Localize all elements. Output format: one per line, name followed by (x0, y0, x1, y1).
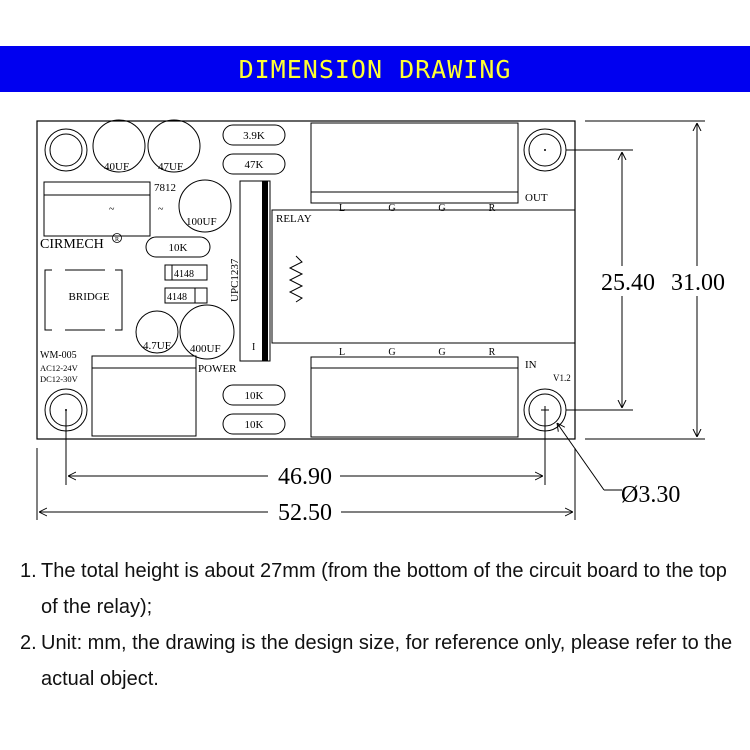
svg-text:4148: 4148 (167, 292, 187, 303)
svg-text:L: L (338, 203, 346, 214)
svg-text:47K: 47K (244, 159, 264, 171)
notes-list (20, 553, 745, 697)
svg-text:100UF: 100UF (186, 216, 217, 228)
svg-text:10K: 10K (244, 419, 264, 431)
brand-label: CIRMECH (40, 237, 104, 252)
svg-text:47UF: 47UF (158, 161, 184, 173)
svg-text:DC12-30V: DC12-30V (40, 374, 78, 384)
svg-text:R: R (488, 203, 496, 214)
svg-text:UPC1237: UPC1237 (229, 258, 241, 302)
svg-text:10K: 10K (244, 390, 264, 402)
svg-text:WM-005: WM-005 (40, 350, 77, 361)
svg-text:AC12-24V: AC12-24V (40, 363, 78, 373)
svg-text:BRIDGE: BRIDGE (68, 291, 110, 303)
capacitor-47uf (148, 120, 200, 173)
capacitor-100uf-top (179, 180, 231, 232)
svg-text:POWER: POWER (198, 363, 237, 375)
mounting-hole-top-right (524, 129, 566, 171)
terminal-block-out (311, 123, 548, 214)
svg-text:G: G (438, 347, 446, 358)
page-title: DIMENSION DRAWING (238, 54, 512, 84)
svg-text:R: R (488, 347, 496, 358)
resistor-3-9k (223, 125, 285, 145)
svg-text:10K: 10K (168, 242, 188, 254)
svg-text:L: L (338, 347, 346, 358)
mounting-hole-top-left (45, 129, 87, 171)
capacitor-400uf (180, 305, 234, 359)
diode-4148-b (165, 288, 207, 303)
registered-mark (113, 234, 122, 244)
regulator-7812 (44, 182, 176, 236)
svg-text:7812: 7812 (154, 182, 176, 194)
svg-text:Ø3.30: Ø3.30 (621, 482, 681, 508)
capacitor-4-7uf (136, 311, 178, 353)
svg-text:4.7UF: 4.7UF (143, 340, 171, 352)
resistor-47k (223, 154, 285, 174)
svg-text:IN: IN (525, 359, 537, 371)
note-item (20, 553, 745, 625)
capacitor-40uf (93, 120, 145, 173)
note-number: 2. (20, 632, 37, 654)
svg-text:400UF: 400UF (190, 343, 221, 355)
svg-text:~: ~ (109, 204, 115, 215)
note-item (20, 625, 745, 697)
svg-text:G: G (388, 347, 396, 358)
svg-text:46.90: 46.90 (278, 464, 332, 490)
svg-text:52.50: 52.50 (278, 500, 332, 526)
dimension-inner-height (566, 150, 655, 410)
svg-text:25.40: 25.40 (601, 270, 655, 296)
ic-upc1237 (229, 181, 270, 361)
svg-text:~: ~ (158, 204, 164, 215)
svg-text:G: G (388, 203, 396, 214)
power-terminal-block (40, 350, 237, 436)
svg-text:RELAY: RELAY (276, 213, 312, 225)
bridge-rectifier (45, 270, 122, 330)
svg-text:40UF: 40UF (104, 161, 130, 173)
resistor-10k-bottom-b (223, 414, 285, 434)
dimension-hole-spacing (66, 410, 545, 490)
diode-4148-a (165, 265, 207, 280)
resistor-10k-middle (146, 237, 210, 257)
note-text: The total height is about 27mm (from the bottom of the circuit board to the top of the relay); (41, 560, 727, 618)
terminal-block-in (311, 347, 571, 437)
svg-text:V1.2: V1.2 (553, 373, 571, 383)
resistor-10k-bottom-a (223, 385, 285, 405)
note-text: Unit: mm, the drawing is the design size, for reference only, please refer to the actual object. (41, 632, 733, 690)
svg-text:R: R (114, 237, 120, 243)
svg-text:I: I (252, 342, 256, 353)
svg-text:31.00: 31.00 (671, 270, 725, 296)
svg-text:OUT: OUT (525, 192, 548, 204)
svg-text:3.9K: 3.9K (243, 130, 265, 142)
relay (272, 210, 575, 343)
svg-text:4148: 4148 (174, 269, 194, 280)
svg-text:G: G (438, 203, 446, 214)
note-number: 1. (20, 560, 37, 582)
